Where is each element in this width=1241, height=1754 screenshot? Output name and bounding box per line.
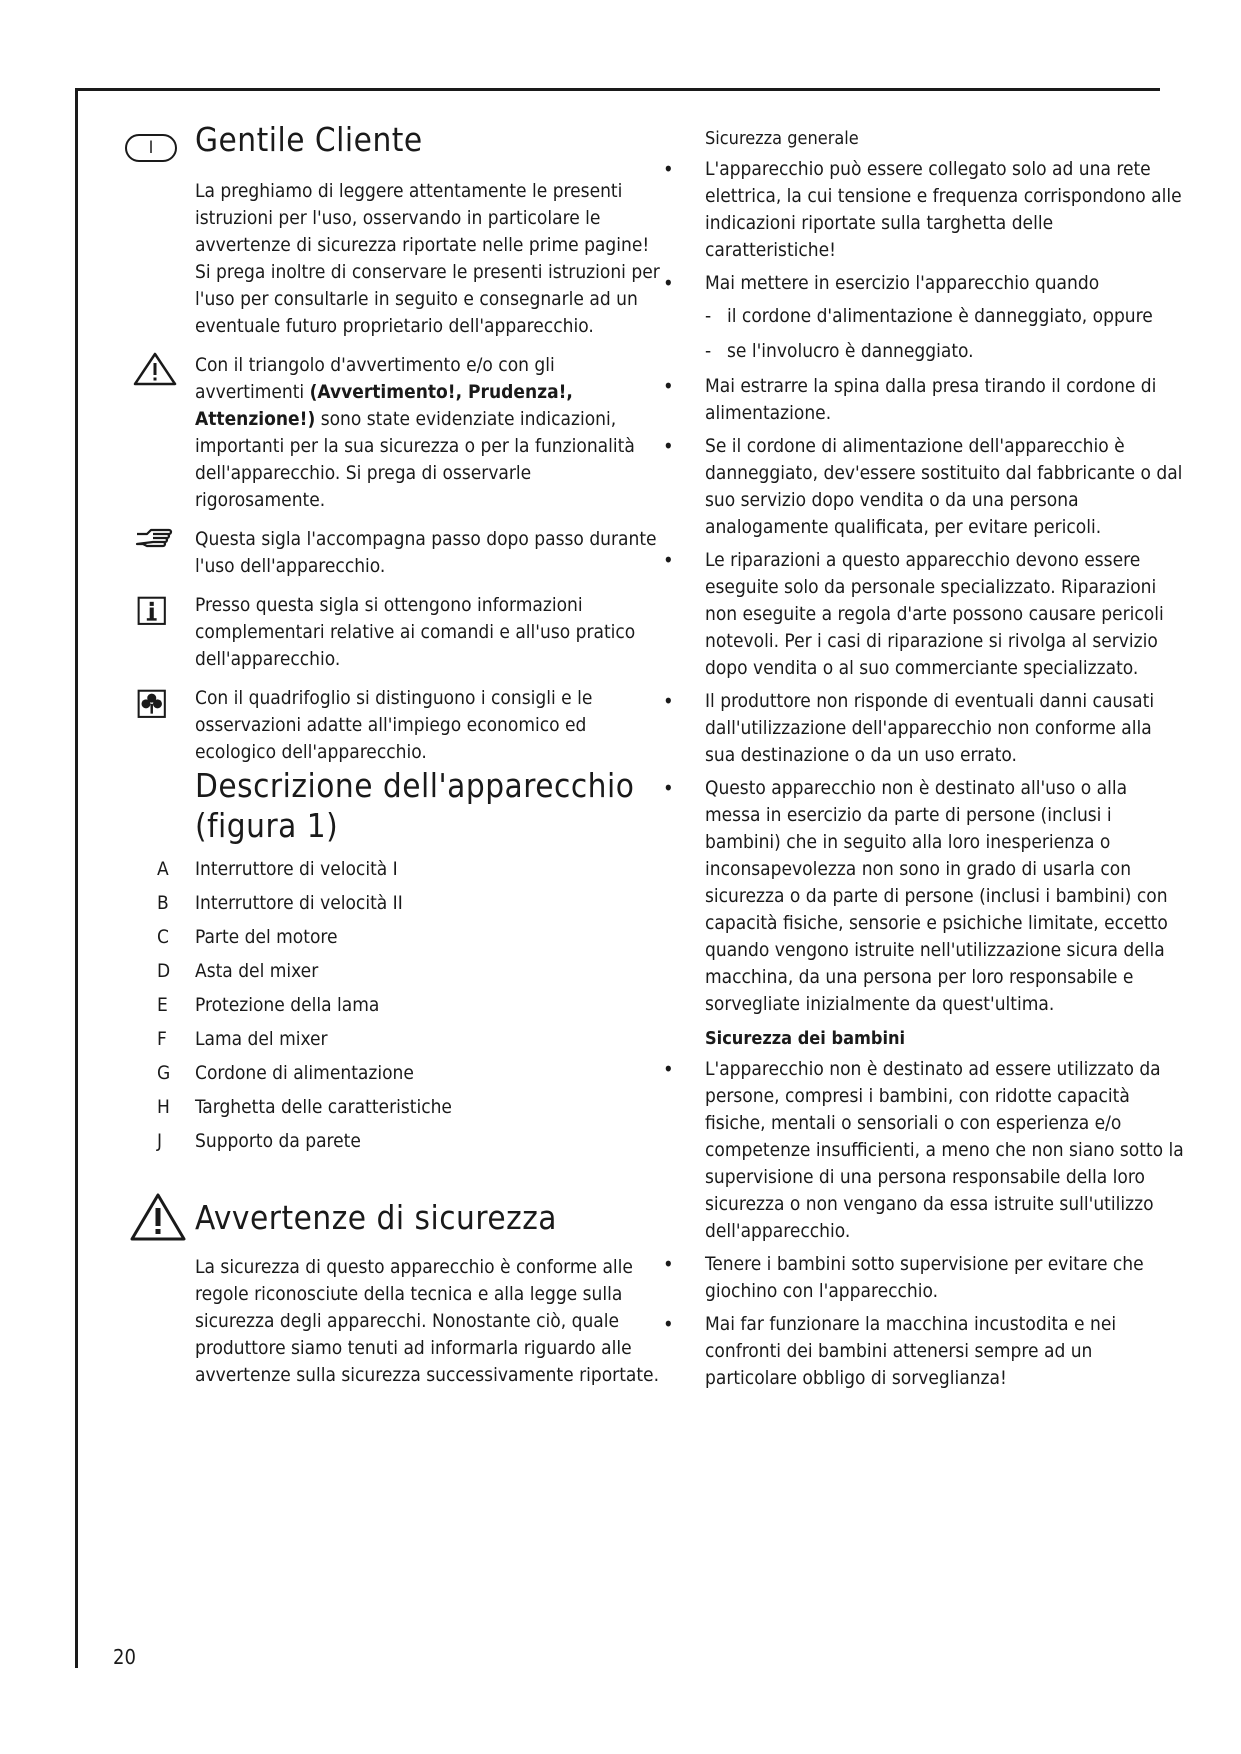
part-letter: D — [157, 960, 171, 982]
left-column — [148, 120, 665, 1389]
child-safety-bullet: • Tenere i bambini sotto supervisione per evitare che giochino con l'apparecchio. — [705, 1251, 1185, 1305]
page-number: 20 — [113, 1645, 136, 1669]
cloverleaf-icon — [137, 685, 173, 721]
part-letter: A — [157, 858, 169, 880]
part-item — [157, 1060, 665, 1094]
part-item — [157, 924, 665, 958]
warning-keywords: (Avvertimento!, Prudenza!, Attenzione!) — [195, 381, 573, 430]
part-letter: B — [157, 892, 169, 914]
right-column — [705, 126, 1185, 1398]
part-label: Supporto da parete — [195, 1130, 361, 1152]
general-safety-bullet: • Mai mettere in esercizio l'apparecchio quando — [705, 270, 1185, 297]
warning-note-text — [195, 352, 665, 514]
part-label: Protezione della lama — [195, 994, 380, 1016]
part-item — [157, 992, 665, 1026]
general-safety-bullet: • L'apparecchio può essere collegato solo ad una rete elettrica, la cui tensione e frequenza corrispondono alle indicazioni riportate sulla targhetta delle caratteristiche! — [705, 156, 1185, 264]
info-note — [195, 592, 665, 673]
general-safety-bullet: • Se il cordone di alimentazione dell'apparecchio è danneggiato, dev'essere sostituito dal fabbricante o dal suo servizio dopo vendita o da una persona analogamente qualificata, per evitare pericoli. — [705, 433, 1185, 541]
part-label: Targhetta delle caratteristiche — [195, 1096, 452, 1118]
warning-note — [195, 352, 665, 514]
safety-title-wrap — [195, 1198, 665, 1238]
info-icon — [137, 592, 173, 628]
general-safety-bullet: • Questo apparecchio non è destinato all'uso o alla messa in esercizio da parte di persone (inclusi i bambini) che in seguito alla loro inesperienza o inconsapevolezza non sono in grado di usarla con sicurezza o da parte di persone (inclusi i bambini) con capacità fisiche, sensorie e psichiche limitate, eccetto quando vengono istruite nell'utilizzazione sicura della macchina, da una persona per loro responsabile e sorvegliate inizialmente da quest'ultima. — [705, 775, 1185, 1018]
part-letter: E — [157, 994, 168, 1016]
part-item — [157, 958, 665, 992]
page-frame-left — [75, 88, 78, 1668]
part-letter: H — [157, 1096, 170, 1118]
child-safety-bullet: • L'apparecchio non è destinato ad essere utilizzato da persone, compresi i bambini, con ridotte capacità fisiche, mentali o sensoriali o con esperienza e/o competenze insufficienti, a meno che non siano sotto la supervisione di una persona responsabile della loro sicurezza o non vengano da essa istruite sull'utilizzo dell'apparecchio. — [705, 1056, 1185, 1245]
greeting-section — [148, 120, 665, 766]
safety-text: La sicurezza di questo apparecchio è conforme alle regole riconosciute della tecnica e alla legge sulla sicurezza degli apparecchi. Nonostante ciò, quale produttore siamo tenuti ad informarla riguardo alle avvertenze sulla sicurezza successivamente riportate. — [195, 1256, 660, 1386]
description-title — [195, 766, 665, 846]
part-item — [157, 1094, 665, 1128]
safety-title: Avvertenze di sicurezza — [195, 1198, 557, 1237]
greeting-intro: La preghiamo di leggere attentamente le presenti istruzioni per l'uso, osservando in particolare le avvertenze di sicurezza riportate nelle prime pagine! Si prega inoltre di conservare le presenti istruzioni per l'uso per consultarle in seguito e consegnarle ad un eventuale futuro proprietario dell'apparecchio. — [195, 180, 660, 337]
part-label: Parte del motore — [195, 926, 338, 948]
warning-text-1: Con il triangolo d'avvertimento e/o con gli avvertimenti — [195, 354, 555, 403]
child-safety-title: Sicurezza dei bambini — [705, 1028, 906, 1049]
eco-note-text: Con il quadrifoglio si distinguono i consigli e le osservazioni adatte all'impiego economico ed ecologico dell'apparecchio. — [195, 687, 593, 763]
warning-triangle-icon — [133, 352, 177, 386]
part-label: Cordone di alimentazione — [195, 1062, 414, 1084]
general-safety-title: Sicurezza generale — [705, 128, 859, 149]
dash-item-text: se l'involucro è danneggiato. — [727, 340, 974, 362]
eco-note — [195, 685, 665, 766]
pointing-hand-icon — [133, 522, 177, 556]
part-label: Interruttore di velocità II — [195, 892, 403, 914]
part-item — [157, 1026, 665, 1060]
description-title-line1: Descrizione dell'apparecchio — [195, 766, 635, 805]
part-label: Asta del mixer — [195, 960, 319, 982]
safety-section — [195, 1198, 665, 1389]
hand-note-text: Questa sigla l'accompagna passo dopo passo durante l'uso dell'apparecchio. — [195, 528, 657, 577]
language-badge: I — [125, 134, 177, 162]
general-safety-dash-item: - il cordone d'alimentazione è danneggiato, oppure — [705, 305, 1153, 327]
general-safety-bullet: • Il produttore non risponde di eventuali danni causati dall'utilizzazione dell'apparecchio non conforme alla sua destinazione o da un uso errato. — [705, 688, 1185, 769]
general-safety-bullet: • Mai estrarre la spina dalla presa tirando il cordone di alimentazione. — [705, 373, 1185, 427]
general-safety-bullet: • Le riparazioni a questo apparecchio devono essere eseguite solo da personale specializzato. Riparazioni non eseguite a regola d'arte possono causare pericoli notevoli. Per i casi di riparazione si rivolga al servizio dopo vendita o al suo commerciante specializzato. — [705, 547, 1185, 682]
parts-list — [157, 856, 665, 1162]
part-item — [157, 890, 665, 924]
greeting-title: Gentile Cliente — [195, 120, 423, 159]
hand-note — [195, 526, 665, 580]
general-safety-dash-item: - se l'involucro è danneggiato. — [705, 340, 974, 362]
part-label: Lama del mixer — [195, 1028, 328, 1050]
dash-item-text: il cordone d'alimentazione è danneggiato, oppure — [727, 305, 1153, 327]
info-note-text: Presso questa sigla si ottengono informazioni complementari relative ai comandi e all'uso pratico dell'apparecchio. — [195, 594, 636, 670]
part-label: Interruttore di velocità I — [195, 858, 398, 880]
part-letter: G — [157, 1062, 171, 1084]
page-frame-top — [75, 88, 1160, 91]
part-item — [157, 1128, 665, 1162]
part-letter: J — [157, 1130, 163, 1152]
part-letter: F — [157, 1028, 167, 1050]
description-section — [157, 766, 665, 1162]
description-title-line2: (figura 1) — [195, 806, 339, 845]
child-safety-bullet: • Mai far funzionare la macchina incustodita e nei confronti dei bambini attenersi sempre ad un particolare obbligo di sorveglianza! — [705, 1311, 1185, 1392]
warning-triangle-large-icon — [129, 1192, 187, 1242]
warning-text-2: sono state evidenziate indicazioni, importanti per la sua sicurezza o per la funzionalità dell'apparecchio. Si prega di osservarle rigorosamente. — [195, 408, 635, 511]
part-item — [157, 856, 665, 890]
part-letter: C — [157, 926, 169, 948]
